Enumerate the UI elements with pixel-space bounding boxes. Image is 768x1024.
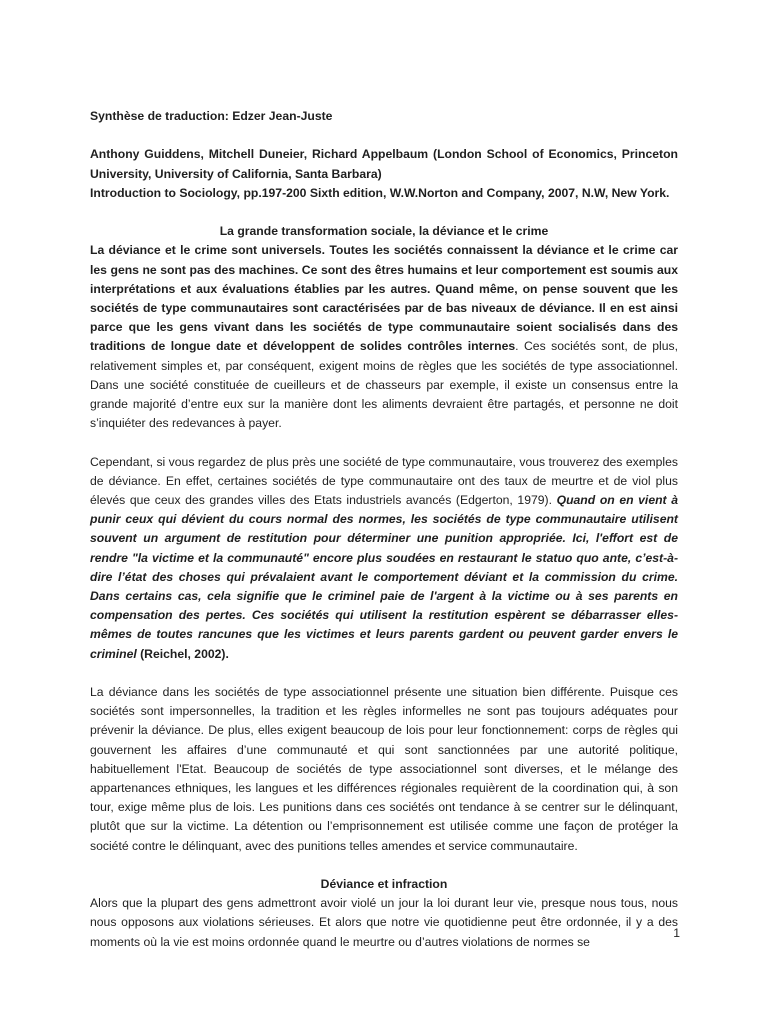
paragraph-bold-italic-run: Quand on en vient à punir ceux qui dévient du cours normal des normes, les sociétés de type communautaire utilisent souvent un argument de restitution pour déterminer une punition appropriée. Ici, l'effort est de rendre "la victime et la communauté" encore plus soudées en restaurant le statuo quo ante, c’est-à-dire l’état des choses qui prévalaient avant le comportement déviant et la commission du crime. Dans certains cas, cela signifie que le criminel paie de l'argent à la victime ou à ses parents en compensation des pertes. Ces sociétés qui utilisent la restitution espèrent se débarrasser elles-mêmes de toutes rancunes que les victimes et leurs parents gardent ou peuvent garder envers le criminel [90,493,678,661]
spacer [90,856,678,875]
section-heading-deviance: Déviance et infraction [320,877,448,892]
paragraph-restitution [90,453,678,664]
citation-line: Introduction to Sociology, pp.197-200 Sixth edition, W.W.Norton and Company, 2007, N.W, New York. [90,185,670,200]
paragraph-violations: Alors que la plupart des gens admettront avoir violé un jour la loi durant leur vie, presque nous tous, nous nous opposons aux violations sérieuses. Et alors que notre vie quotidienne peut être ordonnée, il y a des moments où la vie est moins ordonnée quand le meurtre ou d’autres violations de normes se [90,896,678,949]
paragraph-bold-run: La déviance et le crime sont universels. Toutes les sociétés connaissent la déviance et le crime car les gens ne sont pas des machines. Ce sont des êtres humains et leur comportement est soumis aux interprétations et aux évaluations établies par les autres. Quand même, on pense souvent que les sociétés de type communautaires sont caractérisées par de bas niveaux de déviance. Il en est ainsi parce que les gens vivant dans les sociétés de type communautaire soient socialisés dans des traditions de longue date et développent de solides contrôles internes [90,243,678,354]
document-title: Synthèse de traduction: Edzer Jean-Juste [90,109,333,123]
paragraph-normal-run: . Ces sociétés sont, de plus, relativement simples et, par conséquent, exigent moins de règles que les sociétés de type associationnel. Dans une société constituée de cueilleurs et de chasseurs par exemple, il existe un consensus entre la grande majorité d’entre eux sur la manière dont les aliments devraient être partagés, et personne ne doit s’inquiéter des redevances à payer. [90,339,679,431]
paragraph-citation-run: (Reichel, 2002). [140,646,229,661]
spacer [90,664,678,683]
paragraph-normal-run: Cependant, si vous regardez de plus près une société de type communautaire, vous trouverez des exemples de déviance. En effet, certaines sociétés de type communautaire ont des taux de meurtre et de viol plus élevés que ceux des grandes villes des Etats industriels avancés (Edgerton, 1979). [90,454,678,508]
document-body [90,107,678,952]
authors-line: Anthony Guiddens, Mitchell Duneier, Richard Appelbaum (London School of Economics, Princeton University, University of California, Santa Barbara) [90,147,678,181]
paragraph-associational: La déviance dans les sociétés de type associationnel présente une situation bien différente. Puisque ces sociétés sont impersonnelles, la tradition et les règles informelles ne sont pas toujours adéquates pour prévenir la déviance. De plus, elles exigent beaucoup de lois pour leur fonctionnement: corps de règles qui gouvernent les affaires d’une communauté et qui sont sanctionnées par une autorité politique, habituellement l'Etat. Beaucoup de sociétés de type associationnel sont diverses, et le mélange des appartenances ethniques, les langues et les différences régionales requièrent de la coordination qui, à son tour, exige même plus de lois. Les punitions dans ces sociétés ont tendance à se centrer sur le délinquant, plutôt que sur la victime. La détention ou l’emprisonnement est utilisée comme une façon de protéger la société contre le délinquant, avec des punitions telles amendes et service communautaire. [90,685,678,853]
section-heading-transformation: La grande transformation sociale, la déviance et le crime [219,224,549,239]
spacer [90,126,678,145]
spacer [90,203,678,222]
page-number: 1 [673,926,680,940]
paragraph-universality [90,241,678,433]
spacer [90,433,678,452]
